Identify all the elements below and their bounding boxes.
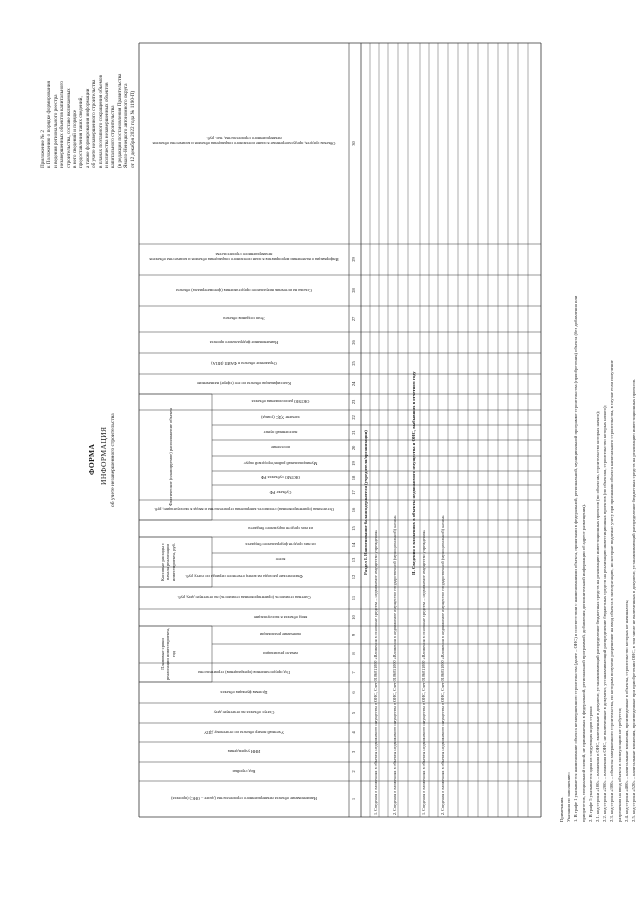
group-header-location: Фактическое (планируемое) расположение объекта: [168, 407, 173, 507]
note-line: приоритетов, специальной схемой, не принимаемых в федеральной, региональной программой, добавления дополнительной информации об адресе размещения).: [580, 504, 586, 822]
section-title: II. Сведения о вложениях в объекты недвижимого имущества и ОНС, выбывших в отчетном году: [410, 371, 416, 575]
column-header-16: Остаточная (ориентировочная) стоимость завершения строительства и ввода в эксплуатацию, руб.: [153, 507, 335, 513]
appendix-line: и ведения регионального реестра: [52, 94, 59, 168]
column-number-30: 30: [351, 141, 356, 146]
column-header-23: ОКТМО расположения объекта: [251, 399, 310, 405]
column-header-11: Сметная стоимость (ориентировочная стоимость) на отчетную дату, руб.: [177, 595, 311, 601]
note-line: 2.1. код строки «100» – вложения в ОНС, включенные в документ, устанавливающий распределение бюджетных средств на реализацию инвестиционных проектов (по объектам, строительство которых начато);: [594, 410, 600, 822]
appendix-line: и количества незавершенных объектов: [104, 82, 111, 168]
note-line: 2.5. код строки «520» – капитальные вложения, произведенные при приобретении ОНС, в том числе не включенных в документ, устанавливающий распределение бюджетных средств на реализацию инвестиционных проектов.: [630, 378, 636, 822]
table-row: 2. Сведения о вложениях в объекты недвижимого имущества в ОНС, Счет 0106051000 «Вложения в недвижимое имущество государственной (муниципальной) казны»: [440, 515, 446, 815]
appendix-line: предоставления таких сведений,: [78, 96, 85, 168]
appendix-line: в планах поэтапного сокращения объемов: [97, 75, 104, 168]
column-header-3: ИНН учреждения: [227, 749, 261, 755]
column-number-27: 27: [351, 316, 356, 322]
note-line: 1. В графе 1 указывается наименование объекта незавершенного строительства (далее – ОНС) в соответствии с наименованиями объекта, принятыми в федеральной, региональной, муниципальной программе строительства (приобретения) объекта (без добавления или: [573, 295, 579, 822]
column-number-21: 21: [351, 430, 356, 435]
appendix-line: к Положению о порядке формирования: [46, 81, 53, 168]
appendix-line: (в редакции постановления Правительства: [116, 73, 123, 168]
column-number-10: 10: [351, 615, 356, 620]
column-number-8: 8: [351, 652, 356, 655]
column-header-22: элемент УДС (улица): [261, 415, 300, 420]
note-line: Указания по заполнению:: [566, 772, 572, 822]
column-header-13: всего: [275, 557, 286, 563]
column-header-21: населенный пункт: [263, 430, 298, 435]
note-line: разрешения на ввод объекта в эксплуатацию не требуется;: [616, 707, 622, 822]
column-header-27: Этап создания объекта: [223, 316, 265, 322]
column-header-29: Информация о включении мероприятия в план поэтапного сокращения объемов и количества объектов незавершенного строительства: [149, 252, 339, 262]
column-number-23: 23: [351, 399, 356, 405]
column-header-1: Наименование объекта незавершенного строительства (далее – ОНС) (проекта): [171, 796, 317, 802]
column-number-18: 18: [351, 475, 356, 481]
column-number-24: 24: [351, 381, 356, 387]
column-number-19: 19: [351, 461, 356, 466]
appendix-line: а также формирования информации: [84, 88, 91, 168]
column-header-24: Классификация объекта по его (сфере) назначению: [197, 381, 291, 387]
column-header-2: Код стройки: [232, 769, 256, 774]
column-number-16: 16: [351, 507, 356, 513]
column-header-15: из них средств окружного бюджета: [248, 526, 313, 531]
table-row: 1. Сведения о вложениях в объекты недвижимого имущества в ОНС, Счет 0106011000 «Вложения в основные средства – недвижимое имущество учреждения»: [373, 529, 378, 815]
column-number-20: 20: [351, 445, 356, 451]
appendix-line: Ямало-Ненецкого автономного округа: [123, 83, 130, 168]
column-header-30: Объемы средств, предусмотренные в плане поэтапного сокращения объемов и количества объектов незавершенного строительства, тыс. руб.: [152, 136, 336, 146]
column-number-11: 11: [351, 595, 356, 601]
appendix-line: капитального строительства: [110, 105, 117, 168]
column-number-22: 22: [351, 415, 356, 420]
column-number-28: 28: [351, 288, 356, 293]
appendix-line: в него сведений и порядке: [72, 110, 79, 168]
note-line: 2.2. код строки «200» – вложения в ОНС, не включенные в документ, устанавливающий распределение бюджетных средств на реализацию инвестиционных проектов (по объектам, строительство которых начато);: [602, 405, 608, 822]
note-line: 2. В графе 5 указывается один из следующих кодов строки:: [587, 705, 593, 822]
note-line: 2.3. код строки «300» – объекты завершенного строительства, по которым получено разрешение на ввод объекта в эксплуатацию, но которые подлежат учету при признании объекта капитального строительства, в случае если получение: [609, 360, 615, 822]
column-number-12: 12: [351, 574, 356, 580]
column-number-13: 13: [351, 557, 356, 563]
column-header-28: Ссылка на источник визуального представления (фотоматериалы) объекта: [175, 288, 313, 293]
column-number-4: 4: [351, 731, 356, 734]
column-header-12: Фактические расходы на конец отчетного периода по счету, руб.: [185, 574, 303, 580]
column-header-20: поселение: [271, 445, 290, 451]
column-header-18: ОКТМО субъекта РФ: [260, 475, 301, 481]
column-header-10: ввод объекта в эксплуатацию: [253, 615, 308, 620]
column-header-6: Целевая функция объекта: [220, 690, 268, 695]
column-header-5: Статус объекта на отчетную дату: [213, 710, 275, 716]
column-header-8: начало реализации: [263, 651, 298, 656]
column-number-3: 3: [351, 750, 356, 754]
note-line: 2.4. код строки «400» – капитальные вложения, произведенные в объекты, строительство которых не начиналось;: [623, 599, 629, 822]
table-row: 2. Сведения о вложениях в объекты недвижимого имущества в ОНС, Счет 0106051000 «Вложения в недвижимое имущество государственной (муниципальной) казны»: [392, 515, 398, 815]
column-number-26: 26: [351, 340, 356, 345]
column-number-1: 1: [351, 797, 356, 801]
column-number-15: 15: [351, 526, 356, 531]
appendix-line: от 12 декабря 2022 года № 1190-П): [129, 90, 136, 168]
column-header-25: Отражение объекта в ФАИП (ИПА): [211, 361, 277, 366]
column-number-7: 7: [351, 671, 356, 674]
group-header-funding: Кассовые расходы с начала реализации инвестпроекта, руб.: [160, 542, 176, 582]
form-subtitle: об учете незавершенного строительства: [110, 413, 116, 507]
column-header-4: Учетный номер объекта по отчетному ДПУ: [204, 730, 284, 735]
section-title: Раздел I. Наименование балансодержателя (учредителя/организации): [363, 430, 368, 575]
appendix-line: об учете незавершенного строительства: [91, 79, 98, 168]
column-number-6: 6: [351, 691, 356, 694]
column-number-25: 25: [351, 361, 356, 366]
form-label: ФОРМА: [87, 443, 96, 475]
column-number-2: 2: [351, 770, 356, 773]
column-header-7: Год предоставления (прекращения) строительства: [198, 670, 290, 675]
column-number-14: 14: [351, 542, 356, 548]
column-number-5: 5: [351, 711, 356, 715]
column-header-19: Муниципальный район/городской округ: [243, 461, 318, 466]
form-title: ИНФОРМАЦИЯ: [99, 426, 108, 485]
column-header-17: Субъект РФ: [269, 490, 292, 495]
group-header-implementation-period: Плановые сроки реализации инвестпроекта, год: [160, 627, 176, 681]
column-number-29: 29: [351, 257, 356, 262]
column-header-9: окончание реализации: [259, 632, 302, 638]
appendix-line: строительства, составе включаемых: [65, 88, 72, 168]
notes-block: [560, 296, 636, 822]
column-header-14: из них средств федерального бюджета: [245, 542, 316, 548]
appendix-line: незавершенных объектов капитального: [59, 81, 66, 168]
appendix-line: Приложение № 2: [40, 130, 46, 168]
table-row: 1. Сведения о вложениях в объекты недвижимого имущества в ОНС, Счет 0106011000 «Вложения в основные средства – недвижимое имущество учреждения»: [420, 529, 426, 815]
column-number-9: 9: [351, 633, 356, 637]
column-header-26: Наименование федерального проекта: [209, 340, 279, 345]
notes-heading: Примечания.: [559, 796, 564, 822]
column-number-17: 17: [351, 490, 356, 495]
